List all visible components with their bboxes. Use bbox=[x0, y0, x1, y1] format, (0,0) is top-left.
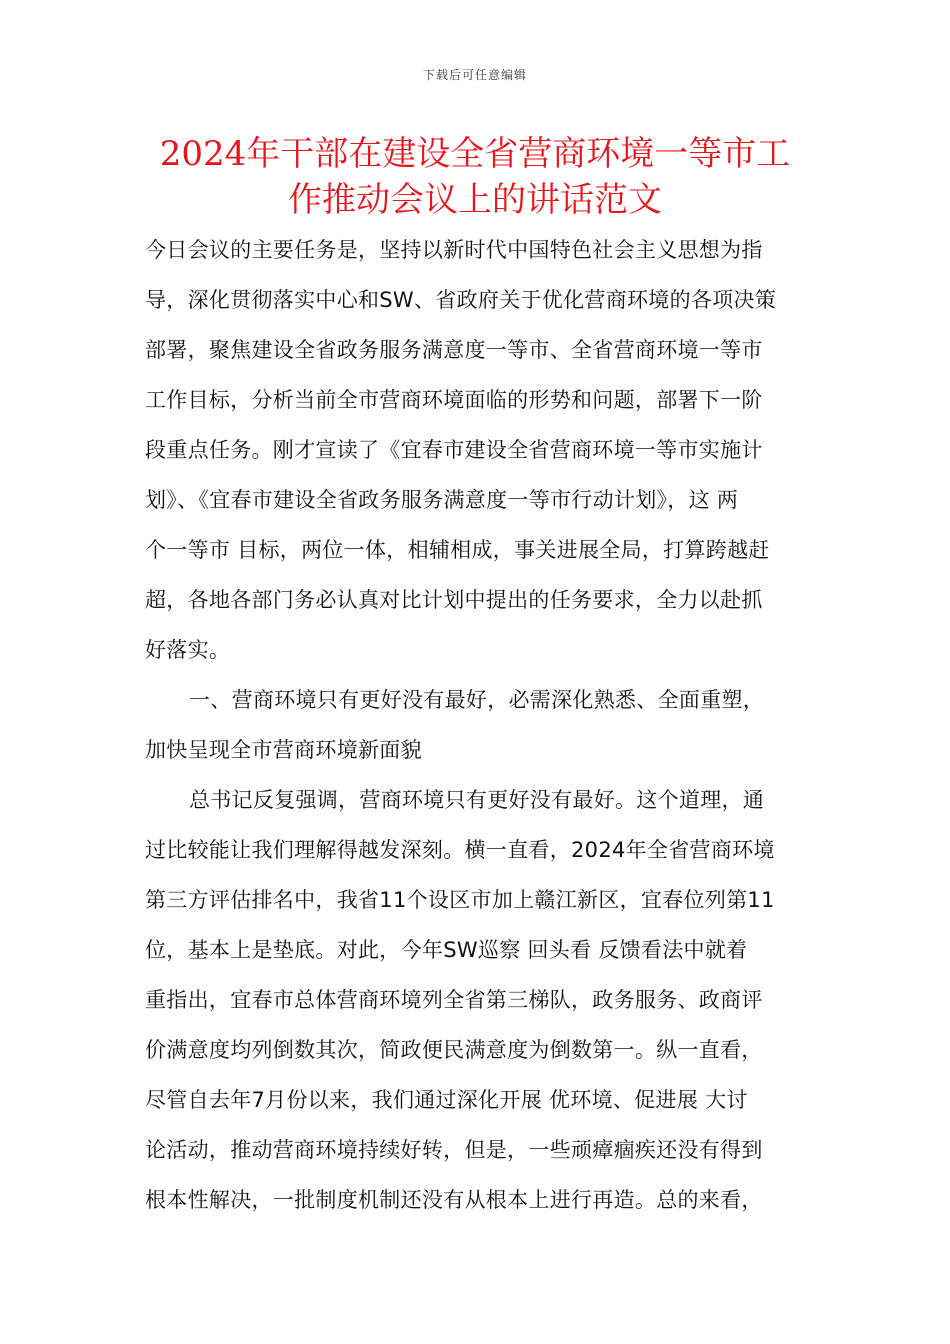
body-line: 加快呈现全市营商环境新面貌 bbox=[145, 738, 422, 762]
body-line: 价满意度均列倒数其次，简政便民满意度为倒数第一。纵一直看， bbox=[145, 1038, 763, 1062]
body-line: 论活动，推动营商环境持续好转，但是，一些顽瘴痼疾还没有得到 bbox=[145, 1138, 763, 1162]
body-line: 工作目标，分析当前全市营商环境面临的形势和问题，部署下一阶 bbox=[145, 388, 763, 412]
body-line: 段重点任务。刚才宣读了《宜春市建设全省营商环境一等市实施计 bbox=[145, 438, 763, 462]
body-line: 个一等市 目标，两位一体，相辅相成，事关进展全局，打算跨越赶 bbox=[145, 538, 770, 562]
title-line-1: 2024年干部在建设全省营商环境一等市工 bbox=[159, 134, 791, 174]
body-line: 第三方评估排名中，我省11个设区市加上赣江新区，宜春位列第11 bbox=[145, 888, 775, 912]
body-line: 尽管自去年7月份以来，我们通过深化开展 优环境、促进展 大讨 bbox=[145, 1088, 748, 1112]
body-line: 一、营商环境只有更好没有最好，必需深化熟悉、全面重塑， bbox=[189, 688, 765, 712]
header-note: 下载后可任意编辑 bbox=[422, 68, 527, 82]
body-line: 划》、《宜春市建设全省政务服务满意度一等市行动计划》，这 两 bbox=[145, 488, 739, 512]
document-body bbox=[145, 232, 815, 1232]
body-line: 导，深化贯彻落实中心和SW、省政府关于优化营商环境的各项决策 bbox=[145, 288, 777, 312]
body-line: 部署，聚焦建设全省政务服务满意度一等市、全省营商环境一等市 bbox=[145, 338, 763, 362]
document-title bbox=[145, 131, 805, 223]
body-line: 过比较能让我们理解得越发深刻。横一直看，2024年全省营商环境 bbox=[145, 838, 775, 862]
body-line: 总书记反复强调，营商环境只有更好没有最好。这个道理，通 bbox=[189, 788, 765, 812]
body-line: 今日会议的主要任务是，坚持以新时代中国特色社会主义思想为指 bbox=[145, 238, 763, 262]
body-line: 超，各地各部门务必认真对比计划中提出的任务要求，全力以赴抓 bbox=[145, 588, 763, 612]
body-line: 好落实。 bbox=[145, 638, 231, 662]
body-line: 位，基本上是垫底。对此，今年SW巡察 回头看 反馈看法中就着 bbox=[145, 938, 748, 962]
title-line-2: 作推动会议上的讲话范文 bbox=[288, 180, 662, 220]
body-line: 根本性解决，一批制度机制还没有从根本上进行再造。总的来看， bbox=[145, 1188, 763, 1212]
body-line: 重指出，宜春市总体营商环境列全省第三梯队，政务服务、政商评 bbox=[145, 988, 763, 1012]
